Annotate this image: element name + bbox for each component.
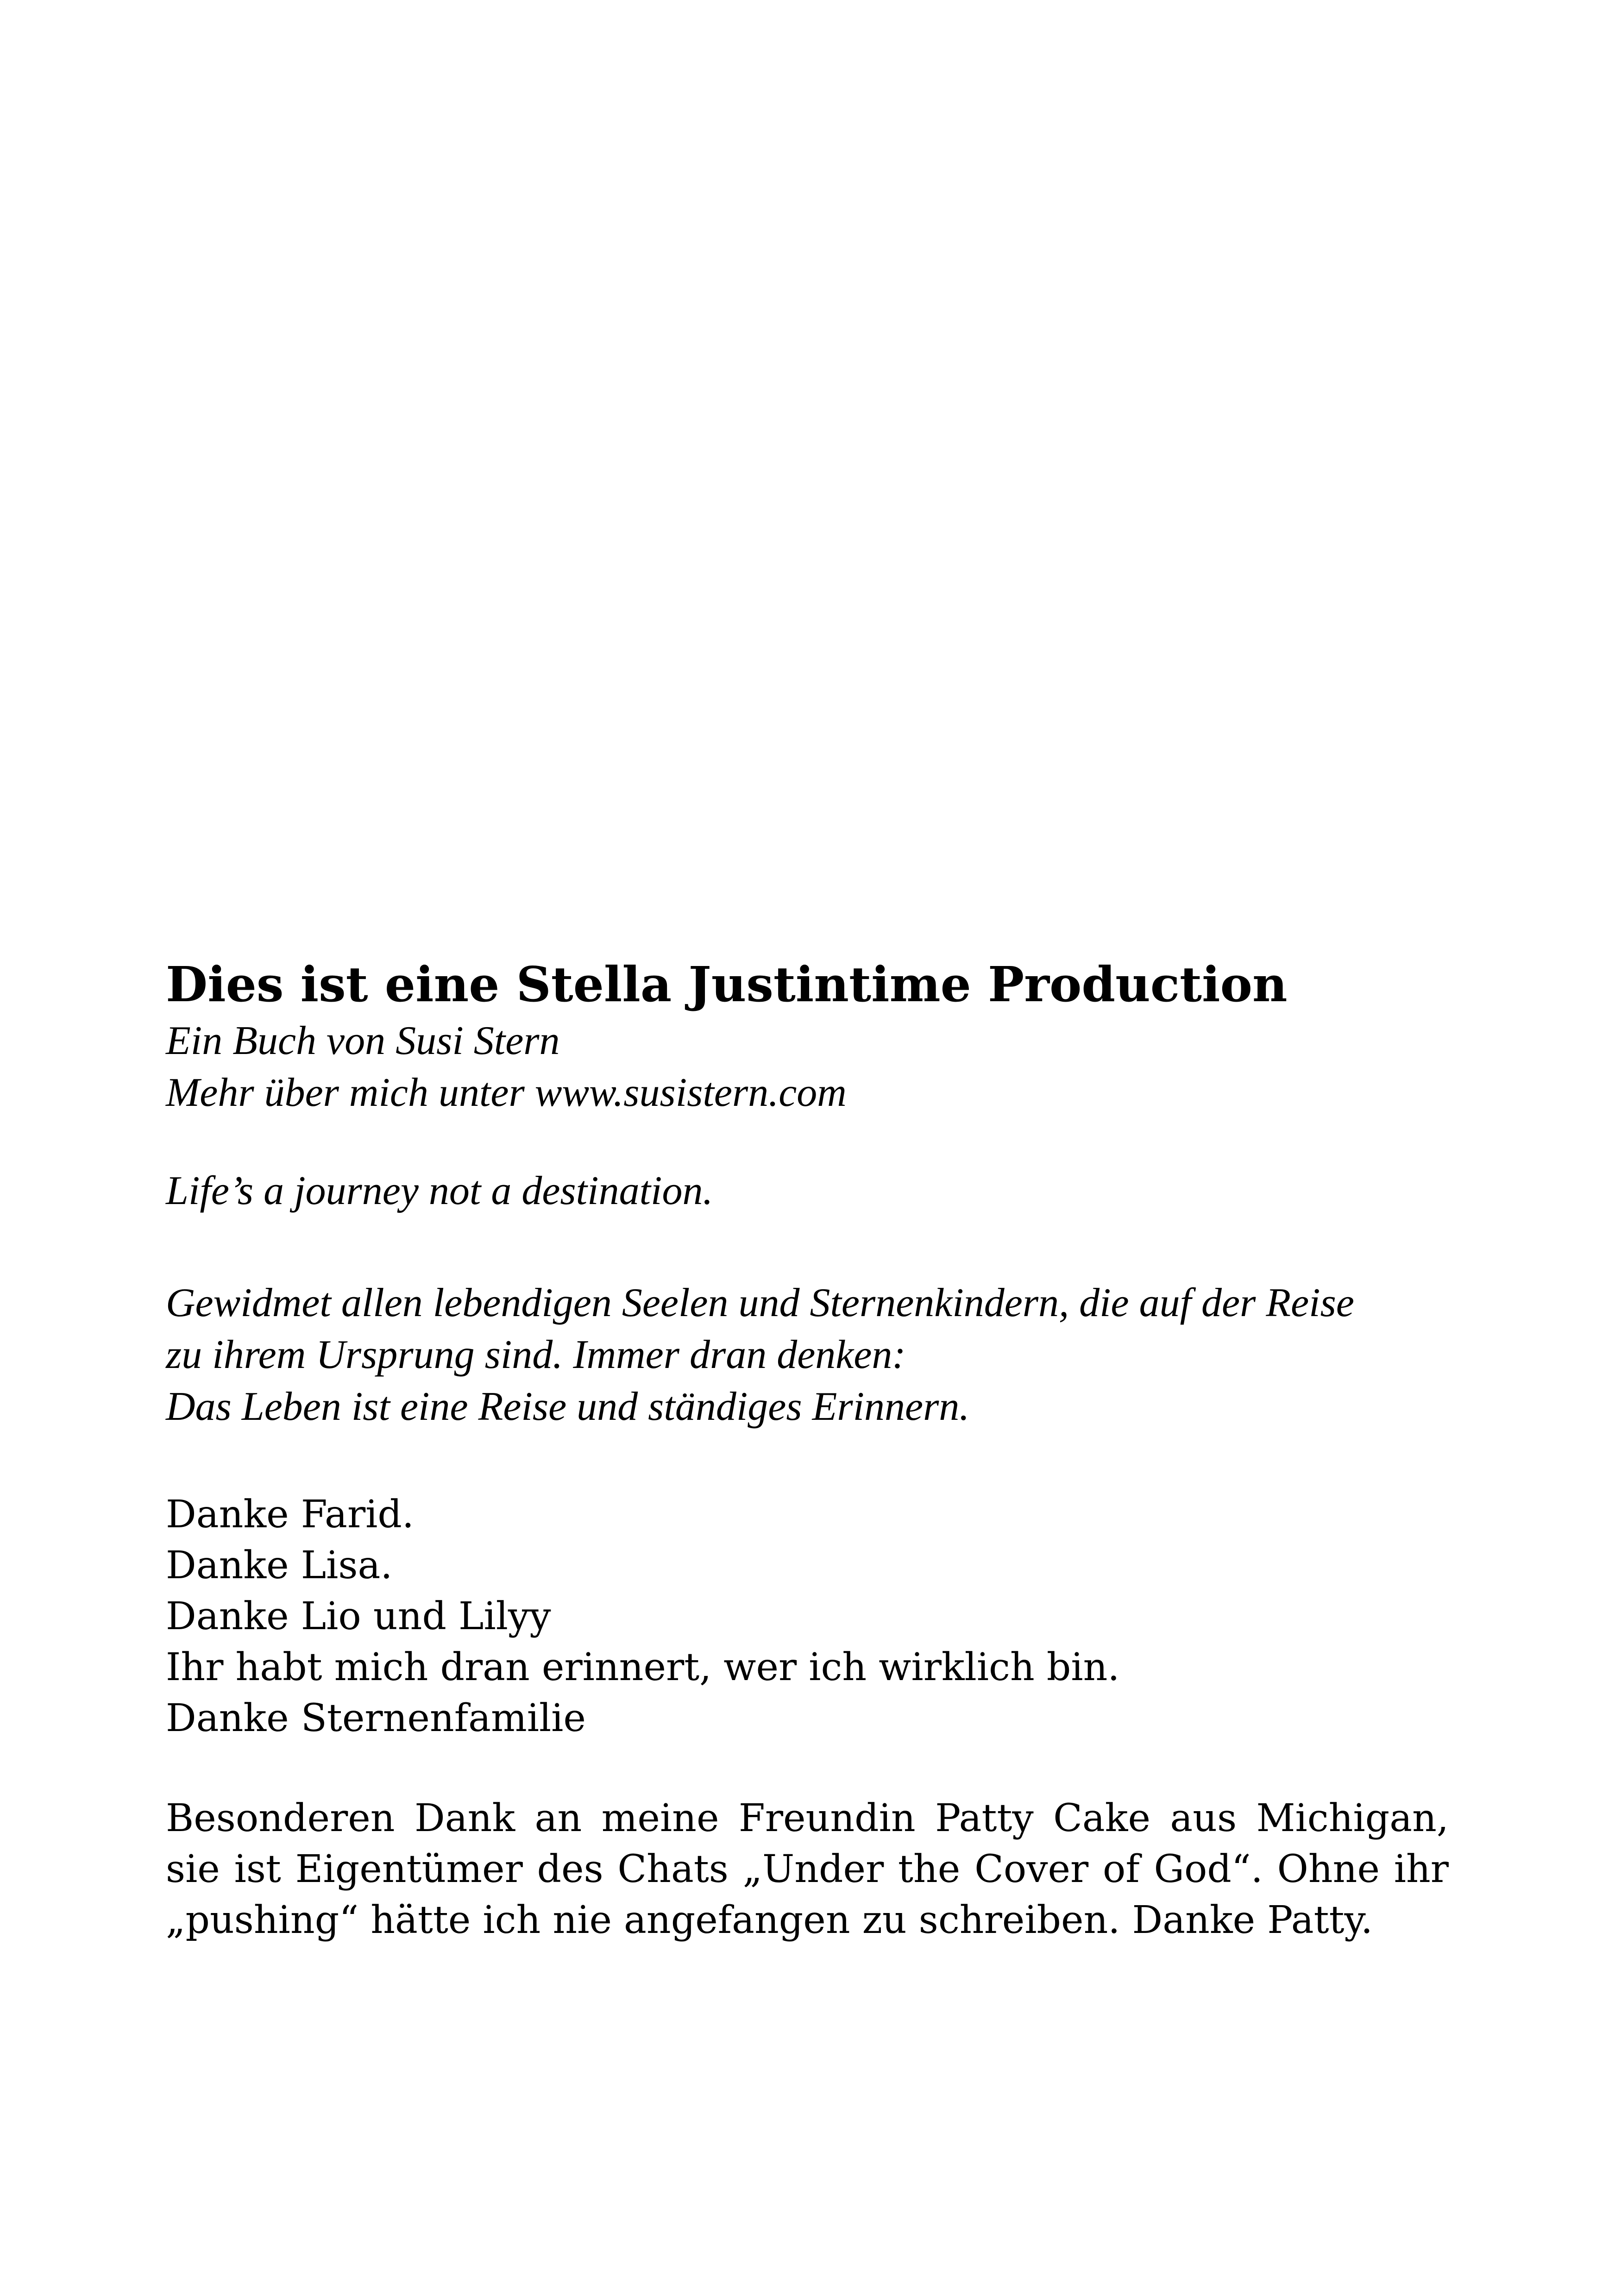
dedication-line: Gewidmet allen lebendigen Seelen und Sternenkindern, die auf der Reise <box>166 1280 1354 1325</box>
thanks-line: Danke Lio und Lilyy <box>166 1594 551 1638</box>
spacer <box>166 1433 1449 1489</box>
dedication <box>166 1277 1449 1433</box>
special-thanks-paragraph: Besonderen Dank an meine Freundin Patty Cake aus Michigan, sie ist Eigentümer des Chats „Under the Cover of God“. Ohne ihr „pushing“ hätte ich nie angefangen zu schreiben. Danke Patty. <box>166 1796 1449 1942</box>
motto: Life’s a journey not a destination. <box>166 1168 713 1213</box>
thanks-line: Danke Sternenfamilie <box>166 1696 586 1740</box>
acknowledgements <box>166 1489 1449 1744</box>
thanks-line: Danke Lisa. <box>166 1543 393 1587</box>
dedication-line: Das Leben ist eine Reise und ständiges Erinnern. <box>166 1384 970 1429</box>
thanks-line: Ihr habt mich dran erinnert, wer ich wirklich bin. <box>166 1645 1120 1689</box>
spacer <box>166 1744 1449 1793</box>
spacer <box>166 1217 1449 1277</box>
author-website-line: Mehr über mich unter www.susistern.com <box>166 1070 847 1115</box>
page-title: Dies ist eine Stella Justintime Production <box>166 956 1288 1013</box>
dedication-line: zu ihrem Ursprung sind. Immer dran denken: <box>166 1332 906 1377</box>
thanks-line: Danke Farid. <box>166 1493 414 1537</box>
byline: Ein Buch von Susi Stern <box>166 1018 560 1063</box>
imprint-block <box>166 954 1449 1946</box>
spacer <box>166 1119 1449 1165</box>
